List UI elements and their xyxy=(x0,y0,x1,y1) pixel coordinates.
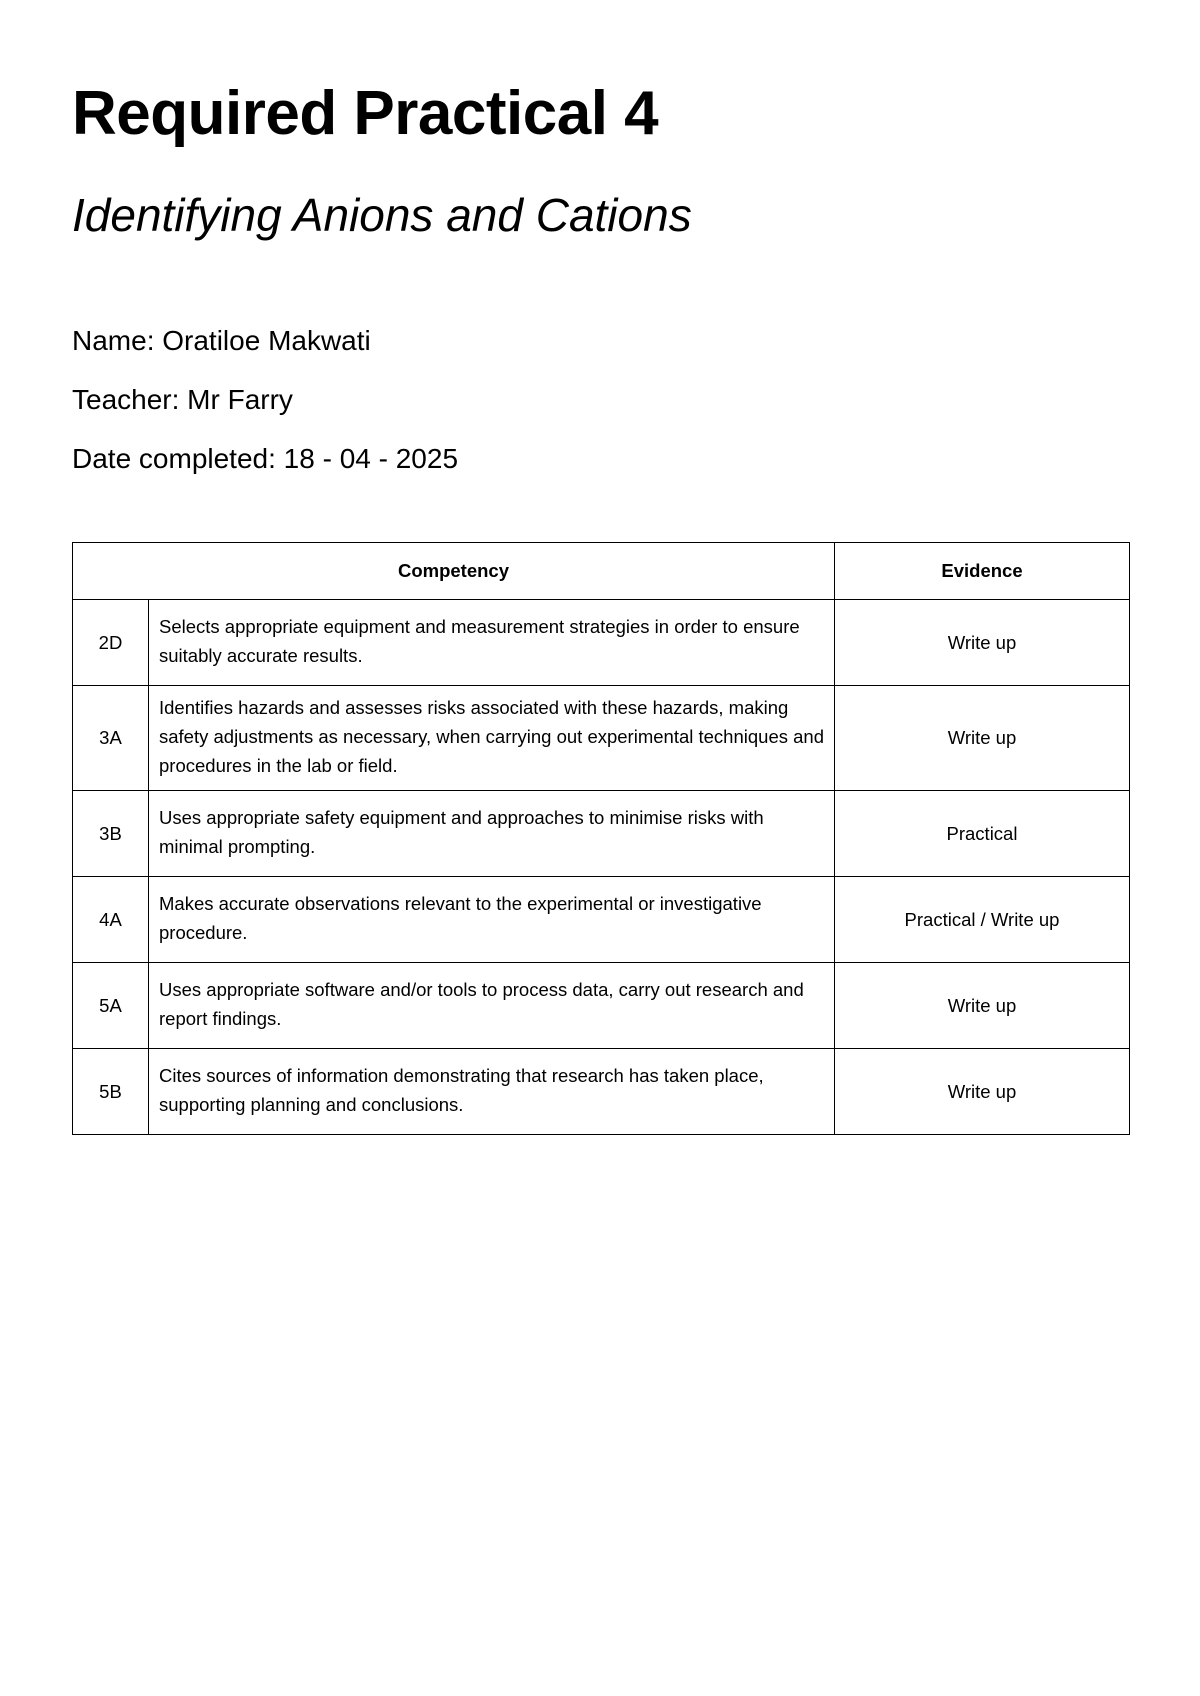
table-row xyxy=(73,963,1130,1049)
evidence-header: Evidence xyxy=(835,543,1130,600)
table-header-row xyxy=(73,543,1130,600)
competency-description: Makes accurate observations relevant to the experimental or investigative procedure. xyxy=(149,877,835,963)
table-row xyxy=(73,1049,1130,1135)
evidence-value: Practical / Write up xyxy=(835,877,1130,963)
evidence-value: Write up xyxy=(835,686,1130,791)
competency-table xyxy=(72,542,1130,1135)
table-row xyxy=(73,600,1130,686)
document-title: Required Practical 4 xyxy=(72,79,659,148)
competency-description: Uses appropriate software and/or tools to process data, carry out research and report findings. xyxy=(149,963,835,1049)
competency-code: 3B xyxy=(73,791,149,877)
teacher-name: Teacher: Mr Farry xyxy=(72,384,293,415)
date-completed: Date completed: 18 - 04 - 2025 xyxy=(72,443,459,474)
evidence-value: Practical xyxy=(835,791,1130,877)
evidence-value: Write up xyxy=(835,600,1130,686)
table-row xyxy=(73,877,1130,963)
competency-description: Cites sources of information demonstrating that research has taken place, supporting planning and conclusions. xyxy=(149,1049,835,1135)
competency-header: Competency xyxy=(73,543,835,600)
competency-code: 3A xyxy=(73,686,149,791)
competency-code: 5A xyxy=(73,963,149,1049)
competency-description: Identifies hazards and assesses risks associated with these hazards, making safety adjustments as necessary, when carrying out experimental techniques and procedures in the lab or field. xyxy=(149,686,835,791)
evidence-value: Write up xyxy=(835,963,1130,1049)
student-name: Name: Oratiloe Makwati xyxy=(72,325,371,356)
competency-description: Uses appropriate safety equipment and approaches to minimise risks with minimal prompting. xyxy=(149,791,835,877)
document-subtitle: Identifying Anions and Cations xyxy=(72,189,692,241)
competency-code: 5B xyxy=(73,1049,149,1135)
competency-code: 4A xyxy=(73,877,149,963)
evidence-value: Write up xyxy=(835,1049,1130,1135)
competency-description: Selects appropriate equipment and measurement strategies in order to ensure suitably accurate results. xyxy=(149,600,835,686)
table-row xyxy=(73,791,1130,877)
table-row xyxy=(73,686,1130,791)
competency-code: 2D xyxy=(73,600,149,686)
